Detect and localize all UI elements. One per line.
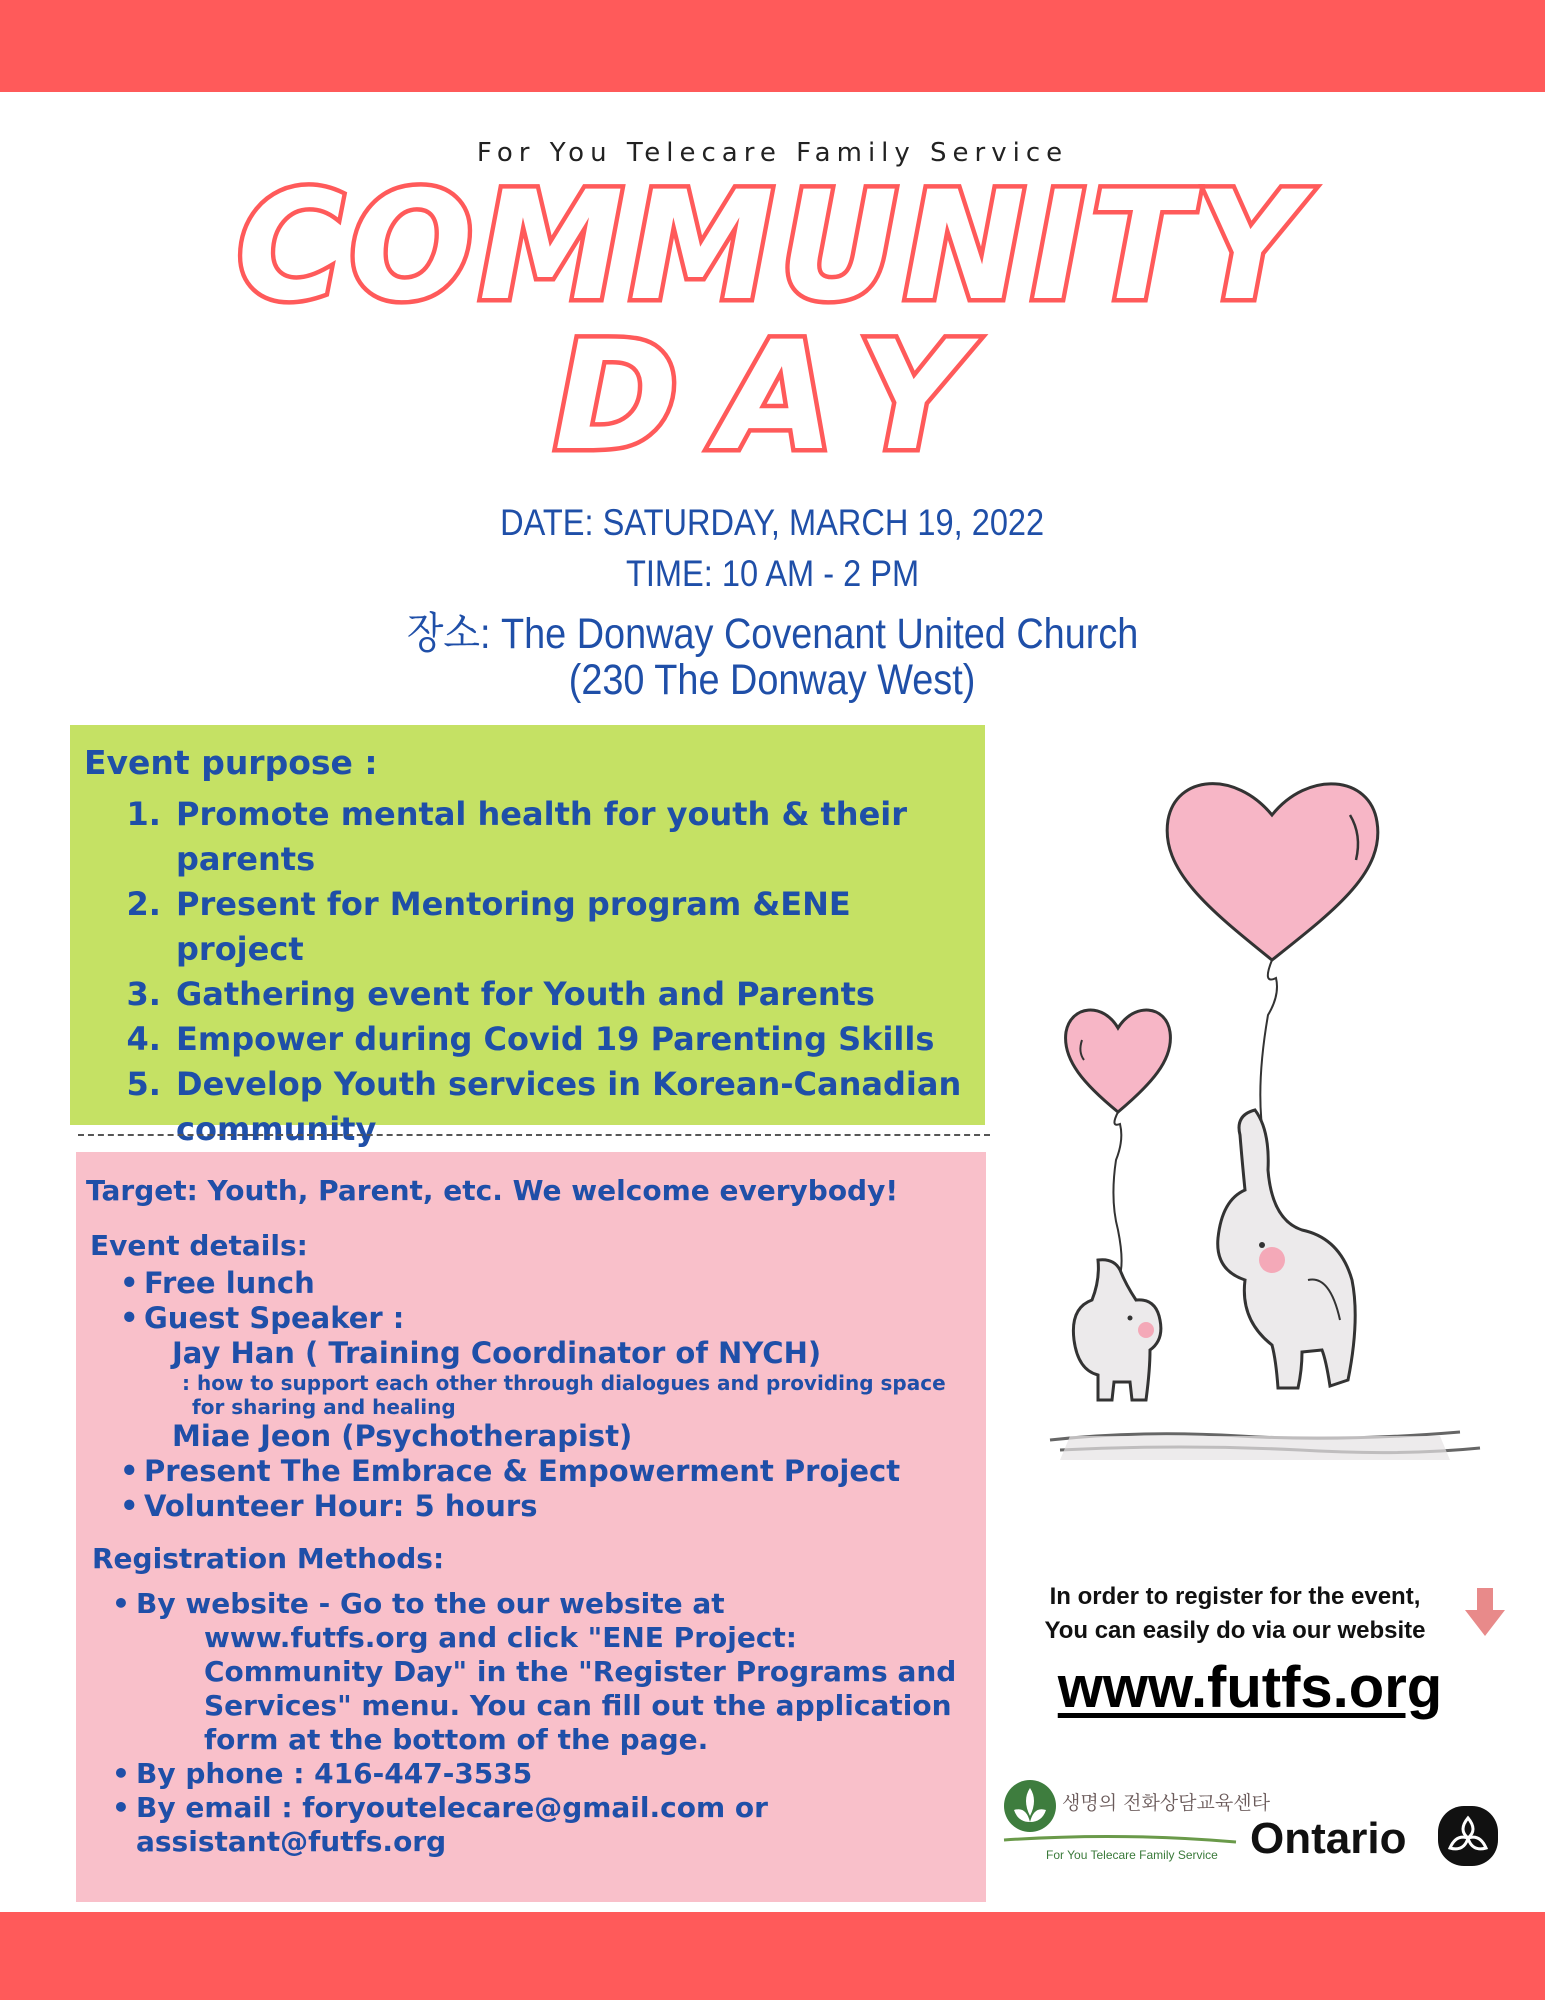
- purpose-item: 4. Empower during Covid 19 Parenting Skills: [172, 1017, 967, 1062]
- website-instructions-first: By website - Go to the our website at: [136, 1587, 725, 1620]
- purpose-item: 1. Promote mental health for youth & their parents: [172, 792, 967, 882]
- event-details-box: [76, 1152, 986, 1902]
- detail-guest-speaker: • Guest Speaker :: [86, 1301, 972, 1336]
- event-time: TIME: 10 AM - 2 PM: [625, 553, 920, 594]
- registration-note: [1010, 1580, 1460, 1648]
- website-link[interactable]: www.futfs.org: [1057, 1655, 1443, 1720]
- target-audience: Target: Youth, Parent, etc. We welcome everybody!: [86, 1174, 899, 1207]
- logo-english-text: For You Telecare Family Service: [1046, 1848, 1218, 1862]
- registration-heading: Registration Methods:: [92, 1542, 445, 1575]
- details-heading: Event details:: [90, 1229, 308, 1262]
- event-date: DATE: SATURDAY, MARCH 19, 2022: [500, 502, 1045, 543]
- title-graphic: [0, 180, 1545, 500]
- purpose-list: [84, 792, 967, 1152]
- bottom-banner: [0, 1912, 1545, 2000]
- register-by-phone: • By phone : 416-447-3535: [86, 1757, 972, 1791]
- down-arrow-icon: [1465, 1588, 1505, 1636]
- speaker-miae-jeon: Miae Jeon (Psychotherapist): [172, 1419, 633, 1453]
- note-line-2: You can easily do via our website: [1044, 1617, 1426, 1644]
- event-purpose-box: [70, 725, 985, 1148]
- title-line-community: COMMUNITY: [237, 180, 1315, 334]
- detail-present-project: • Present The Embrace & Empowerment Project: [86, 1454, 972, 1489]
- note-line-1: In order to register for the event,: [1049, 1583, 1421, 1610]
- detail-volunteer-hours: • Volunteer Hour: 5 hours: [86, 1489, 972, 1524]
- register-by-email: • By email : foryoutelecare@gmail.com or assistant@futfs.org: [86, 1791, 972, 1859]
- ontario-wordmark: Ontario: [1250, 1814, 1407, 1863]
- registration-list: [86, 1587, 972, 1859]
- organization-name: For You Telecare Family Service: [476, 138, 1069, 168]
- dashed-divider: [78, 1134, 990, 1136]
- event-place: 장소: The Donway Covenant United Church: [406, 610, 1139, 658]
- big-heart-balloon: [1167, 784, 1378, 960]
- purpose-heading: Event purpose :: [84, 743, 378, 782]
- small-heart-balloon: [1066, 1010, 1171, 1112]
- purpose-item: 2. Present for Mentoring program &ENE project: [172, 882, 967, 972]
- elephants-balloons-illustration: [1040, 760, 1520, 1490]
- speaker-topic: : how to support each other through dialogues and providing space for sharing and healing: [182, 1371, 946, 1419]
- website-instructions-rest: www.futfs.org and click "ENE Project: Community Day" in the "Register Programs and Services" menu. You can fill out the application form at the bottom of the page.: [204, 1621, 957, 1756]
- purpose-item: 3. Gathering event for Youth and Parents: [172, 972, 967, 1017]
- logo-korean-text: 생명의 전화상담교육센타: [1062, 1792, 1270, 1814]
- register-by-website: [86, 1587, 972, 1757]
- detail-free-lunch: • Free lunch: [86, 1266, 972, 1301]
- speaker-jay-han: Jay Han ( Training Coordinator of NYCH): [172, 1336, 822, 1370]
- details-list: [86, 1266, 972, 1524]
- event-address: (230 The Donway West): [569, 656, 976, 704]
- ontario-trillium-icon: [1436, 1804, 1500, 1868]
- top-banner: [0, 0, 1545, 92]
- title-line-day: DAY: [553, 310, 1007, 484]
- big-elephant: [1218, 1110, 1355, 1388]
- purpose-item: 5. Develop Youth services in Korean-Canadian community: [172, 1062, 967, 1152]
